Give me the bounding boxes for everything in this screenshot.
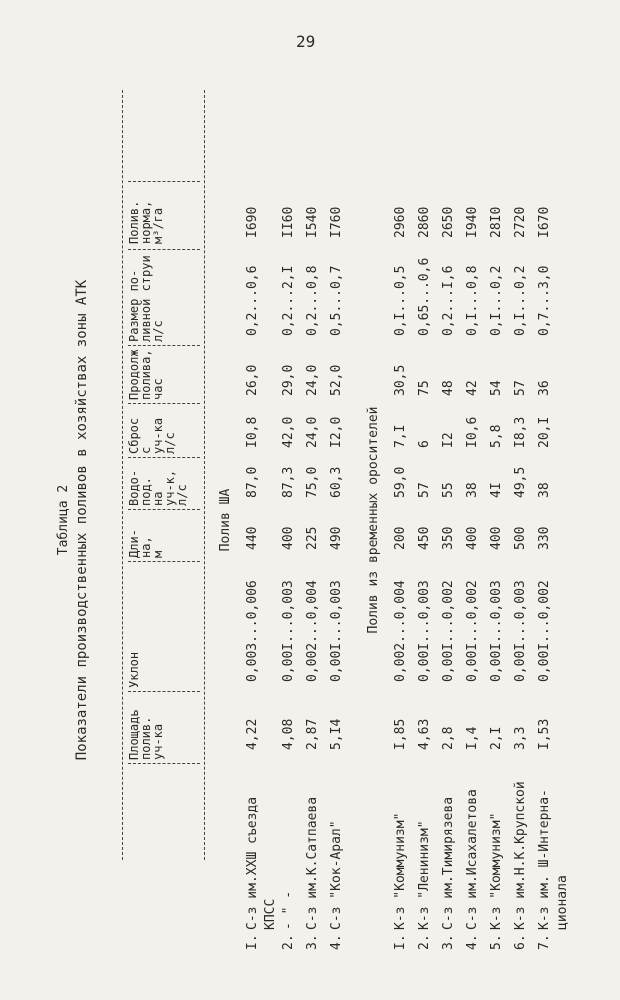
farm-name: КПСС [263, 898, 278, 930]
column-header-line: уч-к, [163, 469, 177, 506]
column-header-line: Продолж [127, 349, 141, 400]
column-divider [128, 457, 200, 458]
cell-jet: 0,2...0,8 [305, 265, 320, 336]
cell-slope: 0,00I...0,003 [513, 580, 528, 682]
table-row [244, 90, 278, 950]
cell-norm: 28I0 [489, 206, 504, 238]
farm-name: К-з им. Ш-Интерна- [537, 789, 552, 930]
cell-slope: 0,00I...0,003 [489, 580, 504, 682]
cell-dur: 26,0 [245, 364, 260, 396]
cell-len: 440 [245, 526, 260, 550]
column-header-line: с [139, 446, 153, 454]
section-title: Полив из временных оросителей [366, 406, 381, 634]
cell-jet: 0,5...0,7 [329, 265, 344, 336]
row-number: I. [393, 934, 408, 950]
row-number: 6. [513, 934, 528, 950]
column-header-line: Дли- [127, 529, 141, 558]
column-header-line: ливной струи [139, 255, 153, 342]
cell-jet: 0,2...0,6 [245, 265, 260, 336]
table-row [328, 90, 346, 950]
rotated-table [50, 90, 590, 950]
column-header-line: Уклон [127, 651, 141, 688]
cell-water: 75,0 [305, 466, 320, 498]
column-header [128, 255, 164, 342]
cell-dur: 30,5 [393, 364, 408, 396]
cell-water: 49,5 [513, 466, 528, 498]
column-header-line: на, [139, 536, 153, 558]
column-divider [128, 181, 200, 182]
cell-slope: 0,00I...0,002 [441, 580, 456, 682]
column-header-line: под. [139, 477, 153, 506]
cell-jet: 0,2...I,6 [441, 265, 456, 336]
row-number: 3. [305, 934, 320, 950]
column-header-line: м [151, 550, 165, 558]
cell-norm: 2720 [513, 206, 528, 238]
column-header [128, 418, 176, 454]
column-header-line: полив. [139, 716, 153, 760]
cell-water: 87,0 [245, 466, 260, 498]
cell-dur: 29,0 [281, 364, 296, 396]
cell-area: 4,22 [245, 718, 260, 750]
column-header [128, 201, 164, 244]
cell-norm: II60 [281, 206, 296, 238]
cell-slope: 0,00I...0,002 [537, 580, 552, 682]
cell-dur: 24,0 [305, 364, 320, 396]
column-divider [128, 691, 200, 692]
cell-slope: 0,002...0,004 [393, 580, 408, 682]
cell-jet: 0,I...0,2 [489, 265, 504, 336]
cell-area: 3,3 [513, 726, 528, 750]
table-row [488, 90, 506, 950]
cell-dur: 57 [513, 380, 528, 396]
cell-dur: 75 [417, 380, 432, 396]
column-divider [128, 561, 200, 562]
cell-area: 4,08 [281, 718, 296, 750]
cell-len: 500 [513, 526, 528, 550]
row-number: 2. [417, 934, 432, 950]
cell-len: 330 [537, 526, 552, 550]
farm-name: - " - [281, 890, 296, 930]
column-header [128, 709, 164, 760]
cell-jet: 0,7...3,0 [537, 265, 552, 336]
cell-drain: 20,I [537, 416, 552, 448]
row-number: 5. [489, 934, 504, 950]
column-header-line: Водо- [127, 469, 141, 506]
cell-water: 60,3 [329, 466, 344, 498]
farm-name: К-з "Коммунизм" [489, 812, 504, 930]
column-header [128, 470, 188, 506]
column-divider [128, 763, 200, 764]
table-row [304, 90, 322, 950]
section-title: Полив ША [218, 488, 233, 552]
column-header-line: уч-ка [151, 417, 165, 454]
farm-name: С-з им.Исахалетова [465, 789, 480, 930]
cell-drain: 24,0 [305, 416, 320, 448]
row-number: 4. [329, 934, 344, 950]
cell-drain: I8,3 [513, 416, 528, 448]
cell-norm: 2860 [417, 206, 432, 238]
farm-name: С-з им.Тимирязева [441, 796, 456, 930]
table-row [512, 90, 530, 950]
column-header [128, 529, 164, 558]
cell-len: 400 [281, 526, 296, 550]
column-header-line: Размер по- [127, 269, 141, 342]
cell-slope: 0,00I...0,003 [329, 580, 344, 682]
cell-drain: I0,8 [245, 416, 260, 448]
table-row [440, 90, 458, 950]
cell-norm: I670 [537, 206, 552, 238]
column-header-line: Сброс [127, 417, 141, 454]
column-header-line: л/с [175, 484, 189, 506]
column-header-line: на [151, 491, 165, 506]
cell-norm: 2960 [393, 206, 408, 238]
cell-len: 400 [489, 526, 504, 550]
table-label: Таблица 2 [56, 484, 71, 556]
column-header-line: Площадь [127, 709, 141, 760]
cell-water: 4I [489, 482, 504, 498]
header-rule [122, 90, 123, 860]
cell-len: 350 [441, 526, 456, 550]
cell-drain: I0,6 [465, 416, 480, 448]
column-header [128, 349, 164, 400]
cell-dur: 48 [441, 380, 456, 396]
column-header-line: л/с [151, 320, 165, 342]
cell-drain: 7,I [393, 424, 408, 448]
cell-water: 87,3 [281, 466, 296, 498]
table-row [464, 90, 482, 950]
cell-area: 2,8 [441, 726, 456, 750]
cell-area: I,53 [537, 718, 552, 750]
cell-area: 4,63 [417, 718, 432, 750]
column-divider [128, 345, 200, 346]
cell-dur: 36 [537, 380, 552, 396]
cell-dur: 52,0 [329, 364, 344, 396]
table-row [416, 90, 434, 950]
column-header-line: час [151, 378, 165, 400]
cell-slope: 0,00I...0,003 [281, 580, 296, 682]
cell-jet: 0,I...0,5 [393, 265, 408, 336]
cell-norm: I760 [329, 206, 344, 238]
cell-norm: I940 [465, 206, 480, 238]
cell-jet: 0,I...0,2 [513, 265, 528, 336]
cell-len: 450 [417, 526, 432, 550]
cell-len: 400 [465, 526, 480, 550]
column-header [128, 652, 140, 688]
cell-area: 2,87 [305, 718, 320, 750]
cell-water: 59,0 [393, 466, 408, 498]
cell-water: 57 [417, 482, 432, 498]
cell-norm: 2650 [441, 206, 456, 238]
cell-len: 490 [329, 526, 344, 550]
column-header-line: норма, [139, 200, 153, 244]
farm-name: ционала [555, 875, 570, 930]
cell-area: I,85 [393, 718, 408, 750]
cell-jet: 0,2...2,I [281, 265, 296, 336]
cell-len: 225 [305, 526, 320, 550]
table-row [392, 90, 410, 950]
cell-drain: 5,8 [489, 424, 504, 448]
cell-slope: 0,003...0,006 [245, 580, 260, 682]
cell-jet: 0,65...0,6 [417, 257, 432, 336]
cell-slope: 0,00I...0,002 [465, 580, 480, 682]
cell-drain: 42,0 [281, 416, 296, 448]
cell-drain: 6 [417, 440, 432, 448]
cell-dur: 42 [465, 380, 480, 396]
table-row [536, 90, 570, 950]
cell-dur: 54 [489, 380, 504, 396]
column-divider [128, 403, 200, 404]
column-divider [128, 509, 200, 510]
row-number: 7. [537, 934, 552, 950]
cell-norm: I540 [305, 206, 320, 238]
farm-name: С-з им.К.Сатпаева [305, 796, 320, 930]
column-header-line: м³/га [151, 207, 165, 244]
cell-drain: I2 [441, 432, 456, 448]
cell-jet: 0,I...0,8 [465, 265, 480, 336]
column-header-line: Полив. [127, 200, 141, 244]
row-number: 4. [465, 934, 480, 950]
cell-norm: I690 [245, 206, 260, 238]
column-header-line: полива, [139, 349, 153, 400]
table-row [280, 90, 298, 950]
cell-drain: I2,0 [329, 416, 344, 448]
farm-name: К-з им.Н.К.Крупской [513, 781, 528, 930]
column-divider [128, 249, 200, 250]
column-header-line: уч-ка [151, 723, 165, 760]
header-rule [204, 90, 205, 860]
cell-slope: 0,002...0,004 [305, 580, 320, 682]
cell-area: 2,I [489, 726, 504, 750]
cell-area: I,4 [465, 726, 480, 750]
cell-area: 5,I4 [329, 718, 344, 750]
row-number: 3. [441, 934, 456, 950]
page-number: 29 [296, 32, 316, 51]
cell-water: 38 [465, 482, 480, 498]
cell-len: 200 [393, 526, 408, 550]
table-title: Показатели производственных поливов в хозяйствах зоны АТК [74, 279, 90, 761]
farm-name: К-з "Ленинизм" [417, 820, 432, 930]
cell-slope: 0,00I...0,003 [417, 580, 432, 682]
row-number: 2. [281, 934, 296, 950]
farm-name: С-з им.XXШ съезда [245, 796, 260, 930]
cell-water: 55 [441, 482, 456, 498]
row-number: I. [245, 934, 260, 950]
column-header-line: л/с [163, 432, 177, 454]
farm-name: С-з "Кок-Арал" [329, 820, 344, 930]
cell-water: 38 [537, 482, 552, 498]
farm-name: К-з "Коммунизм" [393, 812, 408, 930]
